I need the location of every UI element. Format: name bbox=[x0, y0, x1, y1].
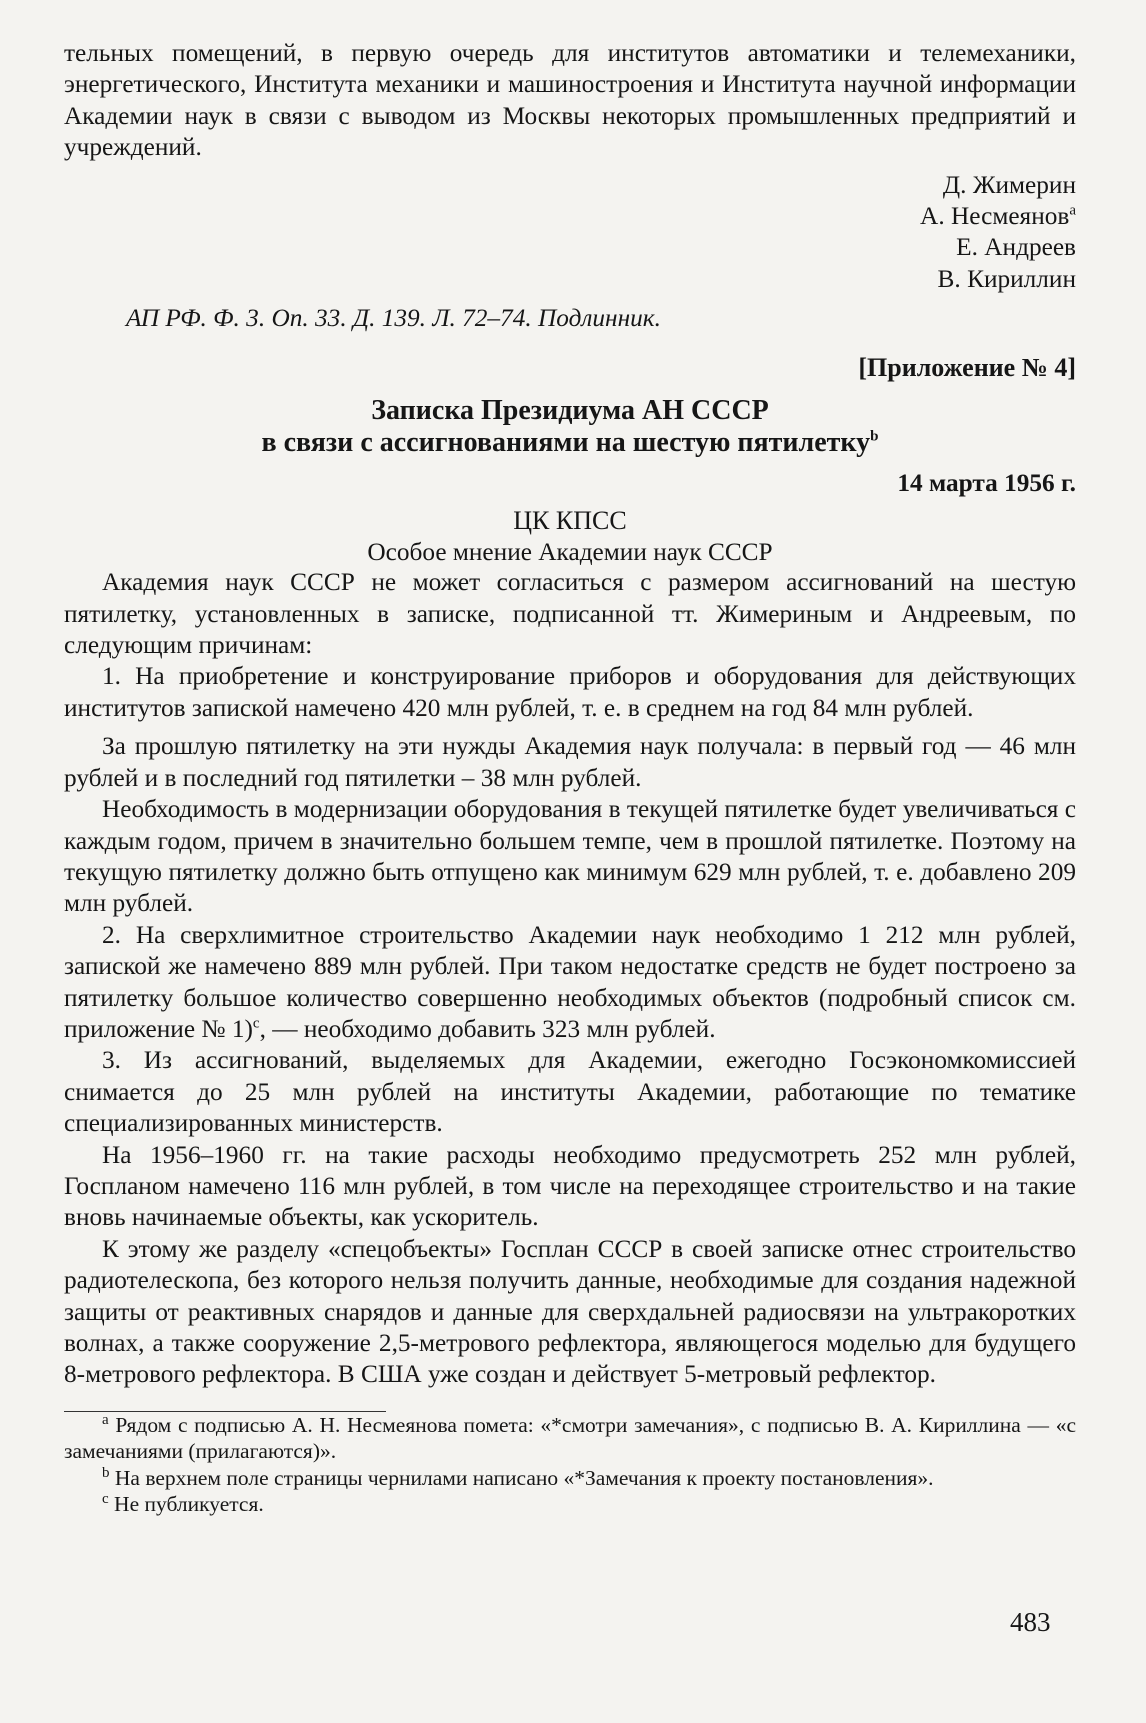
signature-name: Е. Андреев bbox=[956, 233, 1076, 262]
signature bbox=[64, 264, 1076, 295]
footnote-text: Не публикуется. bbox=[114, 1492, 264, 1517]
paragraph: К этому же разделу «спецобъекты» Госплан СССР в своей записке отнес строительство радиотелескопа, без которого нельзя получить данные, необходимые для создания надежной защиты от реактивных снарядов и данные для сверхдальней радиосвязи на ультракоротких волнах, а также сооружение 2,5-метрового рефлектора, являющегося моделью для будущего 8-метрового рефлектора. В США уже создан и действует 5-метровый рефлектор. bbox=[64, 1234, 1076, 1389]
footnote-text: На верхнем поле страницы чернилами написано «*Замечания к проекту постановления». bbox=[114, 1465, 934, 1490]
page-content bbox=[64, 38, 1076, 1518]
paragraph-text: 2. На сверхлимитное строительство Академии наук необходимо 1 212 млн рублей, запиской же намечено 889 млн рублей. При таком недостатке средств не будет построено за пятилетку большое количество совершенно необходимых объектов (подробный список см. приложение № 1) bbox=[64, 920, 1076, 1043]
signature bbox=[64, 201, 1076, 232]
paragraph: 3. Из ассигнований, выделяемых для Академии, ежегодно Госэкономкомиссией снимается до 25 млн рублей на институты Академии, работающие по тематике специализированных министерств. bbox=[64, 1046, 1076, 1138]
footnote bbox=[64, 1491, 1076, 1518]
footnote-marker: a bbox=[1069, 202, 1076, 219]
paragraph: 1. На приобретение и конструирование приборов и оборудования для действующих институтов запиской намечено 420 млн рублей, т. е. в среднем на год 84 млн рублей. bbox=[64, 662, 1076, 722]
appendix-label: [Приложение № 4] bbox=[858, 353, 1076, 383]
signature bbox=[64, 232, 1076, 263]
document-title-text: в связи с ассигнованиями на шестую пятилетку bbox=[261, 427, 871, 459]
document-title-line bbox=[64, 427, 1076, 459]
paragraph bbox=[64, 920, 1076, 1046]
document-title-line: Записка Президиума АН СССР bbox=[371, 395, 769, 427]
continuation-paragraph: тельных помещений, в первую очередь для институтов автоматики и телемеханики, энергетического, Института механики и машиностроения и Института научной информации Академии наук в связи с выводом из Москвы некоторых промышленных предприятий и учреждений. bbox=[64, 39, 1076, 162]
paragraph-text: , — необходимо добавить 323 млн рублей. bbox=[259, 1014, 716, 1043]
footnote bbox=[64, 1412, 1076, 1465]
footnote-marker: b bbox=[870, 428, 879, 445]
addressee: ЦК КПСС bbox=[513, 506, 627, 536]
document-title bbox=[64, 395, 1076, 459]
footnote-text: Рядом с подписью А. Н. Несмеянова помета: «*смотри замечания», с подписью В. А. Кириллина — «с замечаниями (прилагаются)». bbox=[64, 1412, 1076, 1464]
signature-name: Д. Жимерин bbox=[942, 170, 1076, 199]
paragraph: Академия наук СССР не может согласиться с размером ассигнований на шестую пятилетку, установленных в записке, подписанной тт. Жимериным и Андреевым, по следующим причинам: bbox=[64, 568, 1076, 660]
footnote-marker: c bbox=[102, 1491, 109, 1508]
signature-name: А. Несмеянов bbox=[920, 202, 1070, 231]
signature-name: В. Кириллин bbox=[937, 264, 1076, 293]
paragraph: На 1956–1960 гг. на такие расходы необходимо предусмотреть 252 млн рублей, Госпланом намечено 116 млн рублей, в том числе на переходящее строительство и на такие вновь начинаемые объекты, как ускоритель. bbox=[64, 1140, 1076, 1232]
footnote-marker: a bbox=[102, 1411, 109, 1428]
archive-reference: АП РФ. Ф. 3. Оп. 33. Д. 139. Л. 72–74. Подлинник. bbox=[126, 304, 661, 333]
signature bbox=[64, 170, 1076, 201]
footnote-marker: c bbox=[252, 1015, 260, 1032]
document-subtitle: Особое мнение Академии наук СССР bbox=[367, 538, 773, 567]
page-number: 483 bbox=[1010, 1607, 1051, 1637]
signature-block bbox=[64, 170, 1076, 296]
paragraph: За прошлую пятилетку на эти нужды Академия наук получала: в первый год — 46 млн рублей и в последний год пятилетки – 38 млн рублей. bbox=[64, 732, 1076, 792]
paragraph: Необходимость в модернизации оборудования в текущей пятилетке будет увеличиваться с каждым годом, причем в значительно большем темпе, чем в прошлой пятилетке. Поэтому на текущую пятилетку должно быть отпущено как минимум 629 млн рублей, т. е. добавлено 209 млн рублей. bbox=[64, 795, 1076, 918]
footnote-marker: b bbox=[102, 1464, 110, 1481]
document-date: 14 марта 1956 г. bbox=[897, 469, 1076, 498]
footnote bbox=[64, 1465, 1076, 1492]
